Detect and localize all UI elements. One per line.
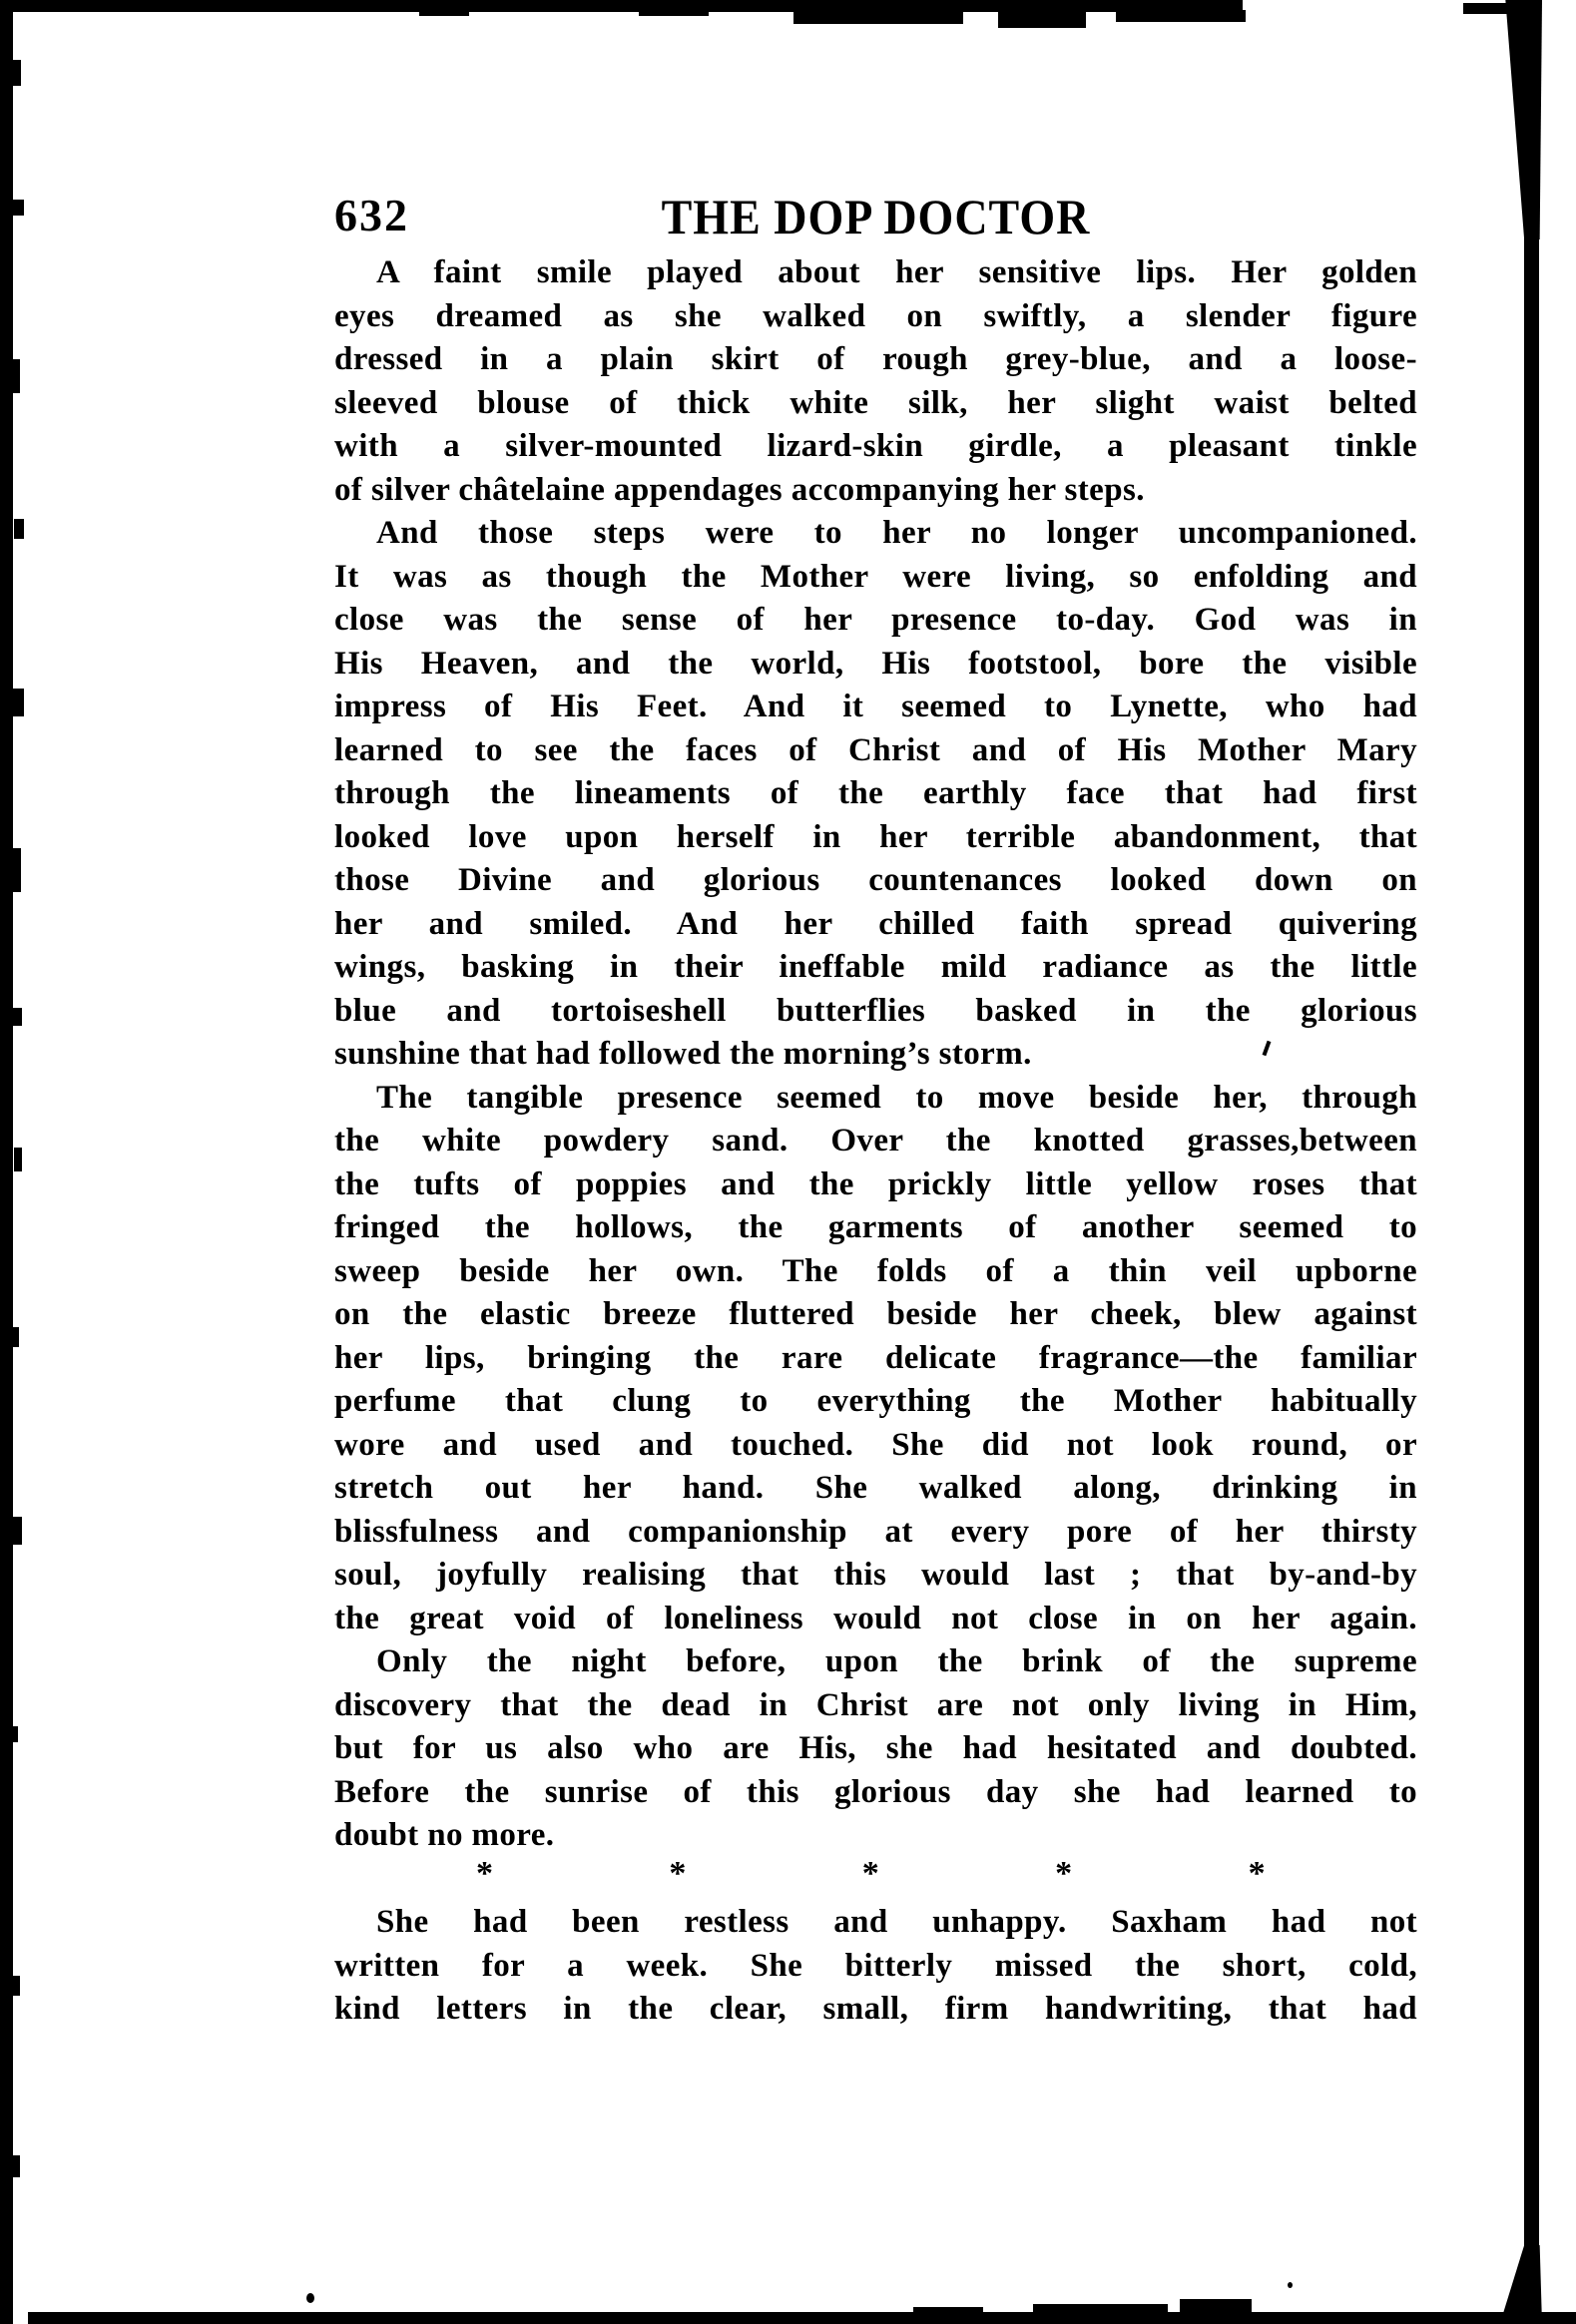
text-line: doubt no more. [334,1817,555,1853]
text-line: the tufts of poppies and the prickly little yellow roses that [334,1165,1417,1202]
body-text [334,251,1417,2032]
scan-edge-right-wedge [1495,0,1542,239]
text-line: blissfulness and companionship at every pore of her thirsty [334,1513,1417,1550]
asterisk-glyph: * [476,1855,494,1893]
text-line: wings, basking in their ineffable mild radiance as the little [334,949,1417,985]
scan-edge-bottom-notch [1180,2299,1252,2313]
text-line: her lips, bringing the rare delicate fragrance—the familiar [334,1339,1417,1376]
scan-edge-right [1524,0,1539,2324]
text-line: blue and tortoiseshell butterflies basked in the glorious [334,992,1417,1029]
scan-edge-top-notch [1116,10,1246,22]
scan-edge-left-speckle [14,1148,22,1171]
text-line: discovery that the dead in Christ are not only living in Him, [334,1686,1417,1723]
text-line: kind letters in the clear, small, firm handwriting, that had [334,1991,1417,2027]
scan-edge-left-speckle [13,1976,20,1996]
scan-edge-bottom-notch [913,2307,983,2313]
text-line: sleeved blouse of thick white silk, her slight waist belted [334,384,1417,421]
page-title: THE DOP DOCTOR [661,189,1091,244]
asterisk-glyph: * [1248,1855,1266,1893]
text-line: Before the sunrise of this glorious day she had learned to [334,1773,1417,1810]
text-line: perfume that clung to everything the Mother habitually [334,1383,1417,1419]
scan-edge-left-speckle [12,1008,22,1026]
scan-mark-top-right [1463,3,1511,14]
text-line: wore and used and touched. She did not look round, or [334,1426,1417,1463]
text-line: with a silver-mounted lizard-skin girdle, a pleasant tinkle [334,428,1417,464]
page-number: 632 [334,190,409,240]
asterisk-glyph: * [669,1855,687,1893]
text-line: And those steps were to her no longer uncompanioned. [376,515,1417,551]
text-line: It was as though the Mother were living, so enfolding and [334,558,1417,595]
scan-edge-left [0,6,13,2324]
scan-edge-left-speckle [12,359,20,393]
scan-edge-left-speckle [14,519,24,539]
text-line: close was the sense of her presence to-day. God was in [334,602,1417,638]
text-line: learned to see the faces of Christ and of His Mother Mary [334,731,1417,768]
scan-edge-bottom [28,2312,1576,2324]
text-line: The tangible presence seemed to move beside her, through [376,1079,1417,1116]
text-line: on the elastic breeze fluttered beside her cheek, blew against [334,1296,1417,1332]
text-line: the white powdery sand. Over the knotted grasses,between [334,1123,1417,1159]
text-line: A faint smile played about her sensitive lips. Her golden [376,254,1417,290]
text-line: stretch out her hand. She walked along, drinking in [334,1470,1417,1506]
text-line: of silver châtelaine appendages accompanying her steps. [334,471,1145,508]
running-head [334,189,1417,244]
asterisk-glyph: * [1055,1855,1073,1893]
scan-edge-left-speckle [12,2155,20,2177]
scan-edge-top-notch [419,11,469,16]
scan-edge-left-speckle [13,1517,22,1545]
text-line: sweep beside her own. The folds of a thin veil upborne [334,1252,1417,1289]
text-line: His Heaven, and the world, His footstool, bore the visible [334,645,1417,682]
text-line: dressed in a plain skirt of rough grey-blue, and a loose- [334,341,1417,377]
text-line: She had been restless and unhappy. Saxham had not [376,1904,1417,1940]
text-line: sunshine that had followed the morning’s storm. [334,1036,1032,1072]
scan-edge-left-speckle [12,60,21,86]
text-line: those Divine and glorious countenances looked down on [334,862,1417,898]
asterisk-glyph: * [861,1855,880,1893]
text-line: soul, joyfully realising that this would last ; that by-and-by [334,1557,1417,1593]
scan-edge-left-speckle [12,1726,18,1742]
text-line: looked love upon herself in her terrible abandonment, that [334,818,1417,855]
scan-edge-left-speckle [12,689,24,716]
text-line: fringed the hollows, the garments of another seemed to [334,1209,1417,1245]
text-line: written for a week. She bitterly missed the short, cold, [334,1947,1417,1984]
text-line: but for us also who are His, she had hesitated and doubted. [334,1730,1417,1766]
text-line: eyes dreamed as she walked on swiftly, a slender figure [334,297,1417,334]
scan-edge-top-notch [998,10,1086,28]
scan-edge-top-notch [793,10,963,24]
ink-speck [1288,2282,1293,2288]
text-line: Only the night before, upon the brink of the supreme [376,1643,1417,1679]
scan-edge-left-speckle [13,200,24,216]
ink-speck [306,2293,314,2303]
section-separator [476,1855,1266,1902]
scan-edge-left-speckle [12,1327,19,1347]
scan-edge-bottom-notch [1033,2304,1168,2313]
scan-edge-left-speckle [13,848,21,892]
text-line: impress of His Feet. And it seemed to Lynette, who had [334,689,1417,724]
text-line: her and smiled. And her chilled faith spread quivering [334,905,1417,942]
text-line: the great void of loneliness would not close in on her again. [334,1600,1417,1636]
scan-edge-top-notch [639,11,709,16]
text-line: through the lineaments of the earthly face that had first [334,775,1417,811]
